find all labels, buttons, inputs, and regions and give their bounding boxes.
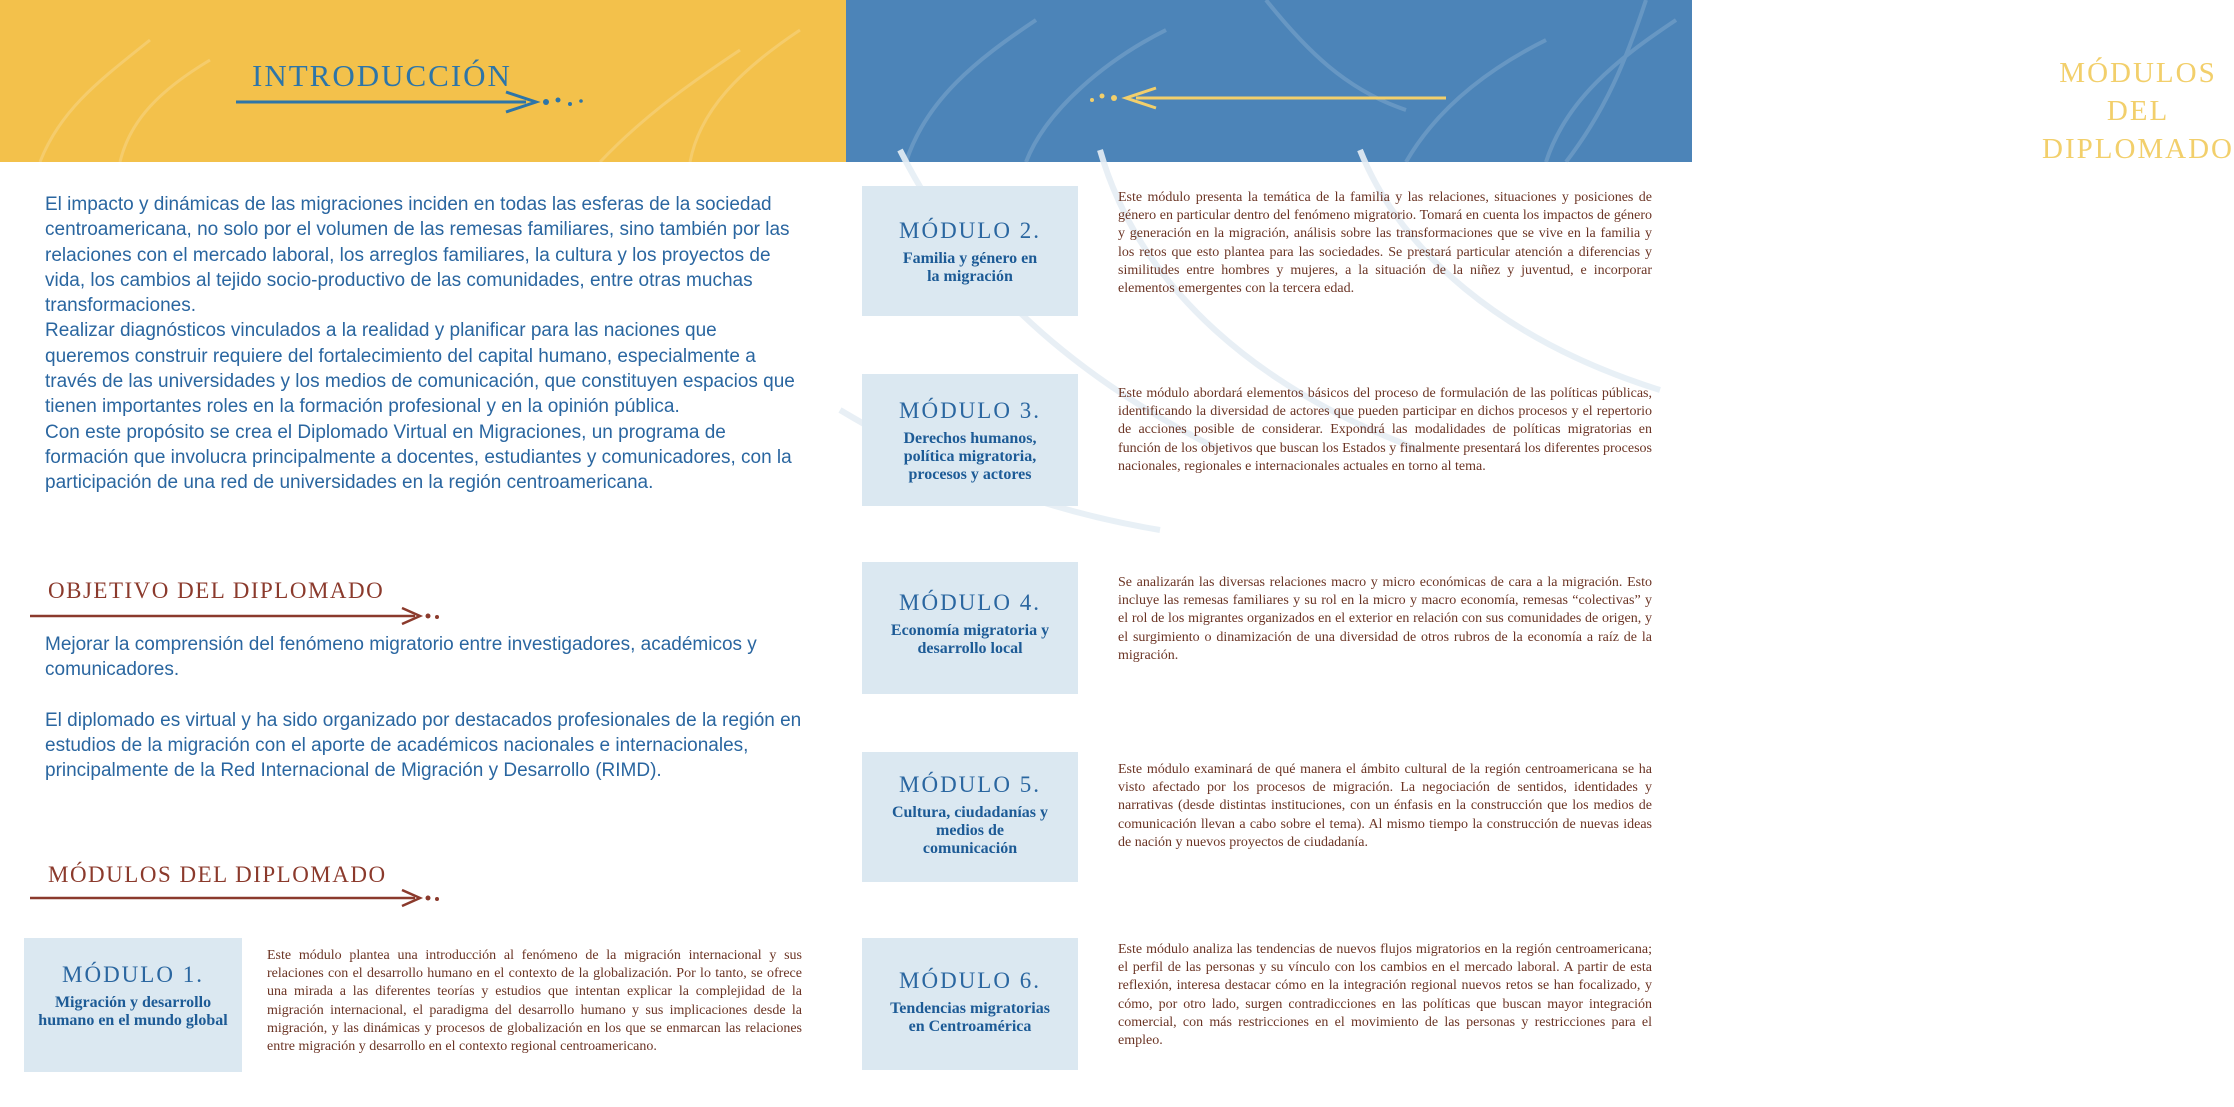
module-5-box bbox=[862, 752, 1078, 882]
module-3-description: Este módulo abordará elementos básicos del proceso de formulación de las políticas públicas, identificando la diversidad de actores que pueden participar en dichos procesos y el repertorio de acciones posible de considerar. Expondrá las modalidades de políticas migratorias en función de los objetivos que buscan los Estados y finalmente presentará los diferentes procesos nacionales, regionales e internacionales actuales en torno al tema. bbox=[1118, 386, 1652, 474]
module-4-number: MÓDULO 4. bbox=[899, 590, 1041, 615]
objetivo-title: OBJETIVO DEL DIPLOMADO bbox=[48, 578, 385, 603]
module-2-number: MÓDULO 2. bbox=[899, 218, 1041, 243]
module-1-name: Migración y desarrollo humano en el mundo global bbox=[38, 994, 228, 1029]
module-2-name: Familia y género en la migración bbox=[902, 250, 1038, 285]
modules-header-title-line2: DIPLOMADO bbox=[2042, 133, 2234, 165]
module-5-description: Este módulo examinará de qué manera el ámbito cultural de la región centroamericana se ha visto afectado por los procesos de migración. La negociación de sentidos, identidades y narrativas (desde distintas instituciones, con un énfasis en la construcción que los medios de comunicación llevan a cabo sobre el tema). Al mismo tiempo la construcción de nuevas ideas de nación y nuevos proyectos de ciudadanía. bbox=[1118, 762, 1652, 850]
module-2-description: Este módulo presenta la temática de la familia y las relaciones, situaciones y posiciones de género en particular dentro del fenómeno migratorio. Tomará en cuenta los impactos de género y generación en la migración, análisis sobre las transformaciones que se vive en la familia y los retos que esto plantea para las sociedades. Se prestará particular atención a diferencias y similitudes entre hombres y mujeres, a la situación de la niñez y juventud, e incorporar elementos emergentes con la tercera edad. bbox=[1118, 190, 1652, 297]
module-6-name: Tendencias migratorias en Centroamérica bbox=[890, 1000, 1050, 1035]
modules-header-title bbox=[2042, 54, 2234, 168]
module-4-description: Se analizarán las diversas relaciones macro y micro económicas de cara a la migración. Esto incluye las remesas familiares y su rol en la micro y macro economía, remesas “colectivas” y el rol de los migrantes organizados en el exterior en relación con sus comunidades de origen, y el surgimiento o dinamización de una diversidad de otros rubros de la economía a raíz de la migración. bbox=[1118, 575, 1652, 663]
module-6-number: MÓDULO 6. bbox=[899, 968, 1041, 993]
arrow-left-ornament bbox=[1086, 84, 1456, 114]
module-3-box bbox=[862, 374, 1078, 506]
leaf-pattern-decoration bbox=[846, 0, 1692, 162]
objetivo-paragraph-1: Mejorar la comprensión del fenómeno migratorio entre investigadores, académicos y comunicadores. bbox=[45, 634, 757, 681]
modulos-section-title: MÓDULOS DEL DIPLOMADO bbox=[48, 862, 387, 887]
modules-header-band bbox=[846, 0, 2234, 165]
module-4-box bbox=[862, 562, 1078, 694]
module-5-number: MÓDULO 5. bbox=[899, 772, 1041, 797]
arrow-right-ornament bbox=[236, 88, 616, 118]
module-6-box bbox=[862, 938, 1078, 1070]
intro-title: INTRODUCCIÓN bbox=[252, 58, 512, 93]
intro-paragraph-2: Realizar diagnósticos vinculados a la realidad y planificar para las naciones que queremos construir requiere del fortalecimiento del capital humano, especialmente a través de las universidades y los medios de comunicación, que constituyen espacios que tienen importantes roles en la formación profesional y en la opinión pública. bbox=[45, 320, 795, 418]
module-4-name: Economía migratoria y desarrollo local bbox=[890, 622, 1050, 657]
intro-paragraph-1: El impacto y dinámicas de las migraciones inciden en todas las esferas de la sociedad centroamericana, no solo por el volumen de las remesas familiares, sino también por las relaciones con el mercado laboral, los arreglos familiares, la cultura y los proyectos de vida, los cambios al tejido socio-productivo de las comunidades, entre otras muchas transformaciones. bbox=[45, 194, 790, 317]
modules-header-title-line1: MÓDULOS DEL bbox=[2059, 57, 2217, 127]
intro-body bbox=[45, 192, 805, 496]
module-6-description: Este módulo analiza las tendencias de nuevos flujos migratorios en la región centroamericana; el perfil de las personas y su vínculo con los cambios en el mercado laboral. A partir de esta reflexión, interesa destacar cómo en la integración regional nuevos retos se han focalizado, y cómo, por otro lado, surgen contradicciones en las políticas que buscan mayor integración comercial, con más restricciones en el movimiento de las personas y restricciones para el empleo. bbox=[1118, 942, 1652, 1049]
objetivo-body bbox=[45, 632, 805, 783]
module-2-box bbox=[862, 186, 1078, 316]
module-3-name: Derechos humanos, política migratoria, procesos y actores bbox=[903, 430, 1037, 483]
module-5-name: Cultura, ciudadanías y medios de comunicación bbox=[891, 804, 1049, 857]
module-1-description: Este módulo plantea una introducción al fenómeno de la migración internacional y sus relaciones con el desarrollo humano en el contexto de la globalización. Por lo tanto, se ofrece una mirada a las diferentes teorías y estudios que intentan explicar la complejidad de la migración internacional, el paradigma del desarrollo humano y sus implicaciones desde la migración, y las dinámicas y procesos de globalización en los que se enmarcan las relaciones entre migración y desarrollo en el contexto regional centroamericano. bbox=[267, 948, 802, 1055]
objetivo-paragraph-2: El diplomado es virtual y ha sido organizado por destacados profesionales de la región en estudios de la migración con el aporte de académicos nacionales e internacionales, principalmente de la Red Internacional de Migración y Desarrollo (RIMD). bbox=[45, 709, 802, 782]
module-1-number: MÓDULO 1. bbox=[62, 962, 204, 987]
section-arrow-ornament bbox=[30, 604, 450, 628]
module-3-number: MÓDULO 3. bbox=[899, 398, 1041, 423]
module-1-box bbox=[24, 938, 242, 1072]
section-arrow-ornament bbox=[30, 886, 450, 910]
intro-paragraph-3: Con este propósito se crea el Diplomado Virtual en Migraciones, un programa de formación que involucra principalmente a docentes, estudiantes y comunicadores, con la participación de una red de universidades en la región centroamericana. bbox=[45, 421, 792, 494]
intro-header-band bbox=[0, 0, 846, 162]
